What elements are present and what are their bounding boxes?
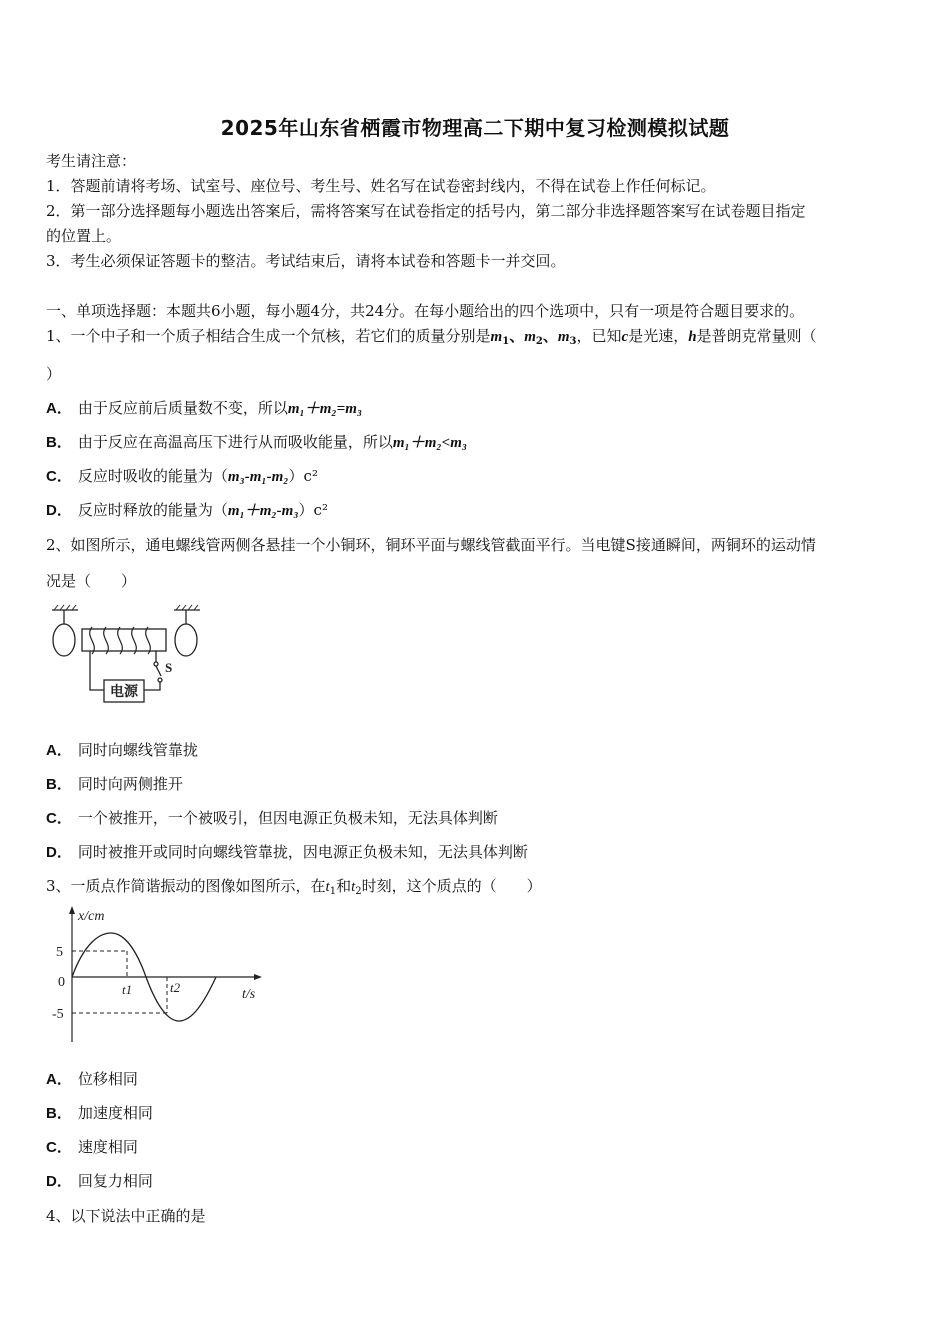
q1-option-c: C． 反应时吸收的能量为（m₃-m₁-m₂）c²	[46, 467, 318, 485]
shm-graph	[44, 904, 274, 1046]
q1-option-a: A． 由于反应前后质量数不变，所以m₁＋m₂=m₃	[46, 399, 363, 417]
notice-heading: 考生请注意：	[46, 152, 137, 170]
q2-option-a: A． 同时向螺线管靠拢	[46, 741, 198, 759]
q1-stem-close: ）	[46, 365, 62, 383]
q1-option-b: B． 由于反应在高温高压下进行从而吸收能量，所以m₁＋m₂<m₃	[46, 433, 468, 451]
power-supply-label: 电源	[110, 684, 138, 700]
notice-item: 的位置上。	[46, 227, 122, 245]
notice-item: 2．第一部分选择题每小题选出答案后，需将答案写在试卷指定的括号内，第二部分非选择题答案写在试卷题目指定	[46, 202, 806, 220]
t1-label: t1	[122, 982, 133, 997]
y-axis-label: x/cm	[78, 909, 105, 924]
tick-zero: 0	[58, 975, 65, 990]
q1-option-d: D． 反应时释放的能量为（m₁＋m₂-m₃）c²	[46, 501, 328, 519]
q3-option-b: B． 加速度相同	[46, 1104, 153, 1122]
q2-option-c: C． 一个被推开，一个被吸引，但因电源正负极未知，无法具体判断	[46, 809, 498, 827]
left-copper-ring	[53, 624, 75, 656]
q2-stem-cont: 况是（ ）	[46, 572, 137, 590]
switch-lever	[156, 666, 161, 676]
q3-option-a: A． 位移相同	[46, 1070, 138, 1088]
q4-stem: 4、以下说法中正确的是	[46, 1207, 206, 1225]
q2-option-d: D． 同时被推开或同时向螺线管靠拢，因电源正负极未知，无法具体判断	[46, 843, 528, 861]
tick-negative: -5	[52, 1007, 64, 1022]
t2-label: t2	[170, 980, 181, 995]
q2-stem: 2、如图所示，通电螺线管两侧各悬挂一个小铜环，铜环平面与螺线管截面平行。当电键S接通瞬间，两铜环的运动情	[46, 536, 816, 554]
tick-positive: 5	[56, 945, 63, 960]
notice-item: 3．考生必须保证答题卡的整洁。考试结束后，请将本试卷和答题卡一并交回。	[46, 252, 566, 270]
notice-item: 1．答题前请将考场、试室号、座位号、考生号、姓名写在试卷密封线内，不得在试卷上作任何标记。	[46, 177, 716, 195]
q1-stem: 1、一个中子和一个质子相结合生成一个氘核，若它们的质量分别是$m_1$、$m_2$、$m_3$，已知c是光速，h是普朗克常量则（	[46, 327, 817, 347]
q3-stem: 3、一质点作简谐振动的图像如图所示，在$t_1$和$t_2$时刻，这个质点的（ ）	[46, 877, 542, 897]
q3-option-c: C． 速度相同	[46, 1138, 138, 1156]
q2-option-b: B． 同时向两侧推开	[46, 775, 183, 793]
x-axis-label: t/s	[242, 987, 256, 1002]
q3-option-d: D． 回复力相同	[46, 1172, 153, 1190]
switch-label: S	[165, 660, 173, 675]
page-title: 2025年山东省栖霞市物理高二下期中复习检测模拟试题	[220, 116, 730, 140]
right-copper-ring	[175, 624, 197, 656]
section-heading: 一、单项选择题：本题共6小题，每小题4分，共24分。在每小题给出的四个选项中，只有一项是符合题目要求的。	[46, 302, 805, 320]
solenoid-figure	[44, 604, 214, 714]
